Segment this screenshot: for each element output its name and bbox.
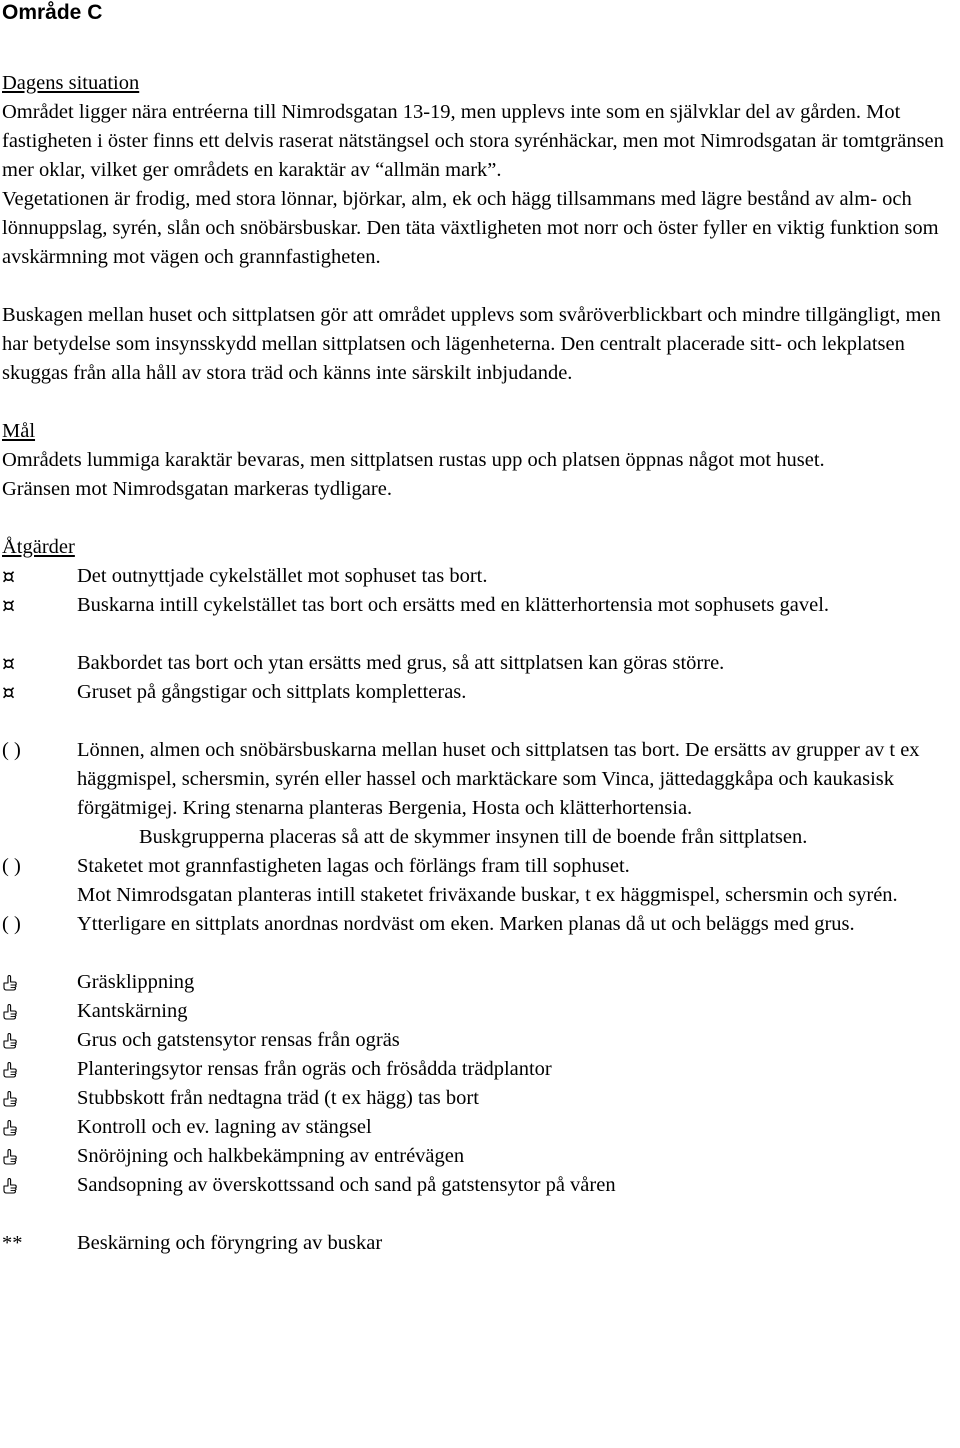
- pointing-hand-icon: [2, 1061, 18, 1079]
- maintenance-item: [2, 997, 958, 1026]
- maintenance-list: [2, 968, 958, 1200]
- pointing-hand-icon: [2, 1090, 18, 1108]
- situation-paragraph-2: Vegetationen är frodig, med stora lönnar, björkar, alm, ek och hägg tillsammans med lägre bestånd av alm- och lönnuppslag, syrén, slån och snöbärsbuskar. Den täta växtligheten mot norr och öster fyller en viktig funktion som avskärmning mot vägen och grannfastigheten.: [2, 188, 939, 268]
- maintenance-item: [2, 1113, 958, 1142]
- action-item: [2, 910, 958, 939]
- maintenance-text: Sandsopning av överskottssand och sand på gatstensytor på våren: [77, 1174, 616, 1196]
- action-item: [2, 1229, 958, 1258]
- action-item: [2, 736, 958, 823]
- pointing-hand-icon: [2, 1119, 18, 1137]
- currency-bullet-icon: ¤: [2, 651, 16, 675]
- currency-bullet-icon: ¤: [2, 680, 16, 704]
- action-item: [2, 649, 958, 678]
- section-heading-situation: Dagens situation: [2, 72, 140, 94]
- goal-paragraph-1: Områdets lummiga karaktär bevaras, men sittplatsen rustas upp och platsen öppnas något mot huset.: [2, 449, 825, 471]
- currency-bullet-icon: ¤: [2, 593, 16, 617]
- pointing-hand-icon: [2, 1148, 18, 1166]
- action-note: Mot Nimrodsgatan planteras intill staketet friväxande buskar, t ex häggmispel, schersmin och syrén.: [77, 884, 898, 906]
- maintenance-text: Stubbskott från nedtagna träd (t ex hägg) tas bort: [77, 1087, 479, 1109]
- action-text: Det outnyttjade cykelstället mot sophuset tas bort.: [77, 565, 488, 587]
- paren-bullet: ( ): [2, 855, 21, 877]
- section-heading-actions: Åtgärder: [2, 536, 75, 558]
- paren-bullet: ( ): [2, 913, 21, 935]
- maintenance-item: [2, 968, 958, 997]
- action-text: Ytterligare en sittplats anordnas nordväst om eken. Marken planas då ut och beläggs med grus.: [77, 913, 855, 935]
- currency-bullet-icon: ¤: [2, 564, 16, 588]
- action-text: Lönnen, almen och snöbärsbuskarna mellan huset och sittplatsen tas bort. De ersätts av grupper av t ex häggmispel, schersmin, syrén eller hassel och marktäckare som Vinca, jättedaggkåpa och kaukasisk förgätmigej. Kring stenarna planteras Bergenia, Hosta och klätterhortensia.: [77, 739, 920, 819]
- pointing-hand-icon: [2, 1177, 18, 1195]
- paren-bullet: ( ): [2, 739, 21, 761]
- pointing-hand-icon: [2, 974, 18, 992]
- section-heading-goal: Mål: [2, 420, 36, 442]
- maintenance-item: [2, 1026, 958, 1055]
- action-text: Bakbordet tas bort och ytan ersätts med grus, så att sittplatsen kan göras större.: [77, 652, 725, 674]
- maintenance-text: Planteringsytor rensas från ogräs och frösådda trädplantor: [77, 1058, 552, 1080]
- pointing-hand-icon: [2, 1003, 18, 1021]
- action-text: Buskarna intill cykelstället tas bort och ersätts med en klätterhortensia mot sophusets gavel.: [77, 594, 830, 616]
- action-item: [2, 678, 958, 707]
- maintenance-text: Kontroll och ev. lagning av stängsel: [77, 1116, 372, 1138]
- maintenance-text: Snöröjning och halkbekämpning av entrévägen: [77, 1145, 465, 1167]
- maintenance-item: [2, 1084, 958, 1113]
- pointing-hand-icon: [2, 1032, 18, 1050]
- action-text: Gruset på gångstigar och sittplats kompletteras.: [77, 681, 467, 703]
- maintenance-item: [2, 1055, 958, 1084]
- action-note: Buskgrupperna placeras så att de skymmer insynen till de boende från sittplatsen.: [139, 826, 808, 848]
- star-bullet: **: [2, 1232, 23, 1254]
- page-title: Område C: [2, 1, 103, 24]
- document-page: [2, 0, 958, 1258]
- maintenance-text: Kantskärning: [77, 1000, 188, 1022]
- action-item: [2, 591, 958, 620]
- situation-paragraph-1: Området ligger nära entréerna till Nimrodsgatan 13-19, men upplevs inte som en självklar del av gården. Mot fastigheten i öster finns ett delvis raserat nätstängsel och stora syrénhäckar, men mot Nimrodsgatan är tomtgränsen mer oklar, vilket ger områdets en karaktär av “allmän mark”.: [2, 101, 944, 181]
- maintenance-text: Grus och gatstensytor rensas från ogräs: [77, 1029, 400, 1051]
- goal-paragraph-2: Gränsen mot Nimrodsgatan markeras tydligare.: [2, 478, 392, 500]
- action-item: [2, 852, 958, 910]
- maintenance-item: [2, 1142, 958, 1171]
- maintenance-text: Gräsklippning: [77, 971, 195, 993]
- action-text: Staketet mot grannfastigheten lagas och förlängs fram till sophuset.: [77, 855, 630, 877]
- action-item: [2, 562, 958, 591]
- maintenance-item: [2, 1171, 958, 1200]
- situation-paragraph-3: Buskagen mellan huset och sittplatsen gör att området upplevs som svåröverblickbart och mindre tillgängligt, men har betydelse som insynsskydd mellan sittplatsen och lägenheterna. Den centralt placerade sitt- och lekplatsen skuggas från alla håll av stora träd och känns inte särskilt inbjudande.: [2, 304, 941, 384]
- action-text: Beskärning och föryngring av buskar: [77, 1232, 383, 1254]
